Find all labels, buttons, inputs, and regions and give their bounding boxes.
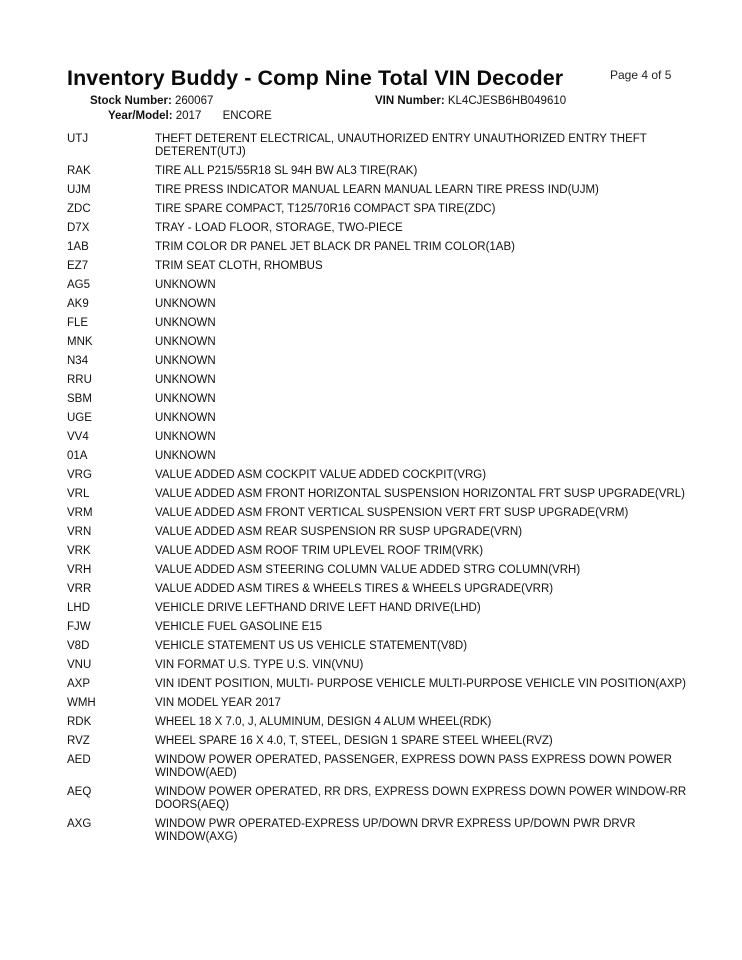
option-row (67, 735, 687, 748)
option-description: THEFT DETERENT ELECTRICAL, UNAUTHORIZED ENTRY UNAUTHORIZED ENTRY THEFT DETERENT(UTJ) (155, 133, 647, 158)
option-code: VNU (67, 659, 92, 671)
option-row (67, 583, 687, 596)
option-row (67, 526, 687, 539)
option-row (67, 488, 687, 501)
option-description: UNKNOWN (155, 336, 216, 348)
option-row (67, 545, 687, 558)
option-code: AXP (67, 678, 91, 690)
vin-number-value: KL4CJESB6HB049610 (447, 95, 567, 107)
option-description: UNKNOWN (155, 412, 216, 424)
option-row (67, 222, 687, 235)
option-row (67, 317, 687, 330)
option-description: VIN IDENT POSITION, MULTI- PURPOSE VEHICLE MULTI-PURPOSE VEHICLE VIN POSITION(AXP) (155, 678, 687, 690)
option-description: WHEEL SPARE 16 X 4.0, T, STEEL, DESIGN 1 SPARE STEEL WHEEL(RVZ) (155, 735, 553, 747)
option-row (67, 336, 687, 349)
year-value: 2017 (175, 110, 202, 122)
option-description: VEHICLE FUEL GASOLINE E15 (155, 621, 323, 633)
option-description: UNKNOWN (155, 431, 216, 443)
option-description: UNKNOWN (155, 279, 216, 291)
option-code: VRG (67, 469, 92, 481)
option-description: VALUE ADDED ASM FRONT HORIZONTAL SUSPENSION HORIZONTAL FRT SUSP UPGRADE(VRL) (155, 488, 685, 500)
option-row (67, 469, 687, 482)
option-row (67, 602, 687, 615)
stock-number-field (90, 95, 213, 107)
option-row (67, 165, 687, 178)
option-row (67, 754, 687, 780)
option-row (67, 133, 687, 159)
option-code: 01A (67, 450, 88, 462)
option-code: 1AB (67, 241, 89, 253)
option-code: V8D (67, 640, 90, 652)
option-description: VALUE ADDED ASM COCKPIT VALUE ADDED COCKPIT(VRG) (155, 469, 487, 481)
option-code: FJW (67, 621, 91, 633)
option-code: AG5 (67, 279, 91, 291)
option-code: EZ7 (67, 260, 89, 272)
option-code: RAK (67, 165, 91, 177)
option-row (67, 507, 687, 520)
option-code: AEQ (67, 786, 92, 798)
option-description: VIN MODEL YEAR 2017 (155, 697, 281, 709)
option-description: TRAY - LOAD FLOOR, STORAGE, TWO-PIECE (155, 222, 403, 234)
option-code: WMH (67, 697, 96, 709)
option-row (67, 241, 687, 254)
option-code: VRK (67, 545, 91, 557)
option-row (67, 260, 687, 273)
option-description: VALUE ADDED ASM STEERING COLUMN VALUE ADDED STRG COLUMN(VRH) (155, 564, 581, 576)
option-description: TIRE SPARE COMPACT, T125/70R16 COMPACT SPA TIRE(ZDC) (155, 203, 496, 215)
option-row (67, 412, 687, 425)
option-row (67, 818, 687, 844)
option-row (67, 298, 687, 311)
option-description: UNKNOWN (155, 298, 216, 310)
option-description: UNKNOWN (155, 374, 216, 386)
option-row (67, 184, 687, 197)
option-description: VEHICLE STATEMENT US US VEHICLE STATEMENT(V8D) (155, 640, 468, 652)
option-row (67, 640, 687, 653)
option-code: VRH (67, 564, 92, 576)
option-row (67, 697, 687, 710)
option-description: VEHICLE DRIVE LEFTHAND DRIVE LEFT HAND DRIVE(LHD) (155, 602, 481, 614)
option-description: WINDOW POWER OPERATED, PASSENGER, EXPRESS DOWN PASS EXPRESS DOWN POWER WINDOW(AED) (155, 754, 672, 779)
option-description: TRIM COLOR DR PANEL JET BLACK DR PANEL TRIM COLOR(1AB) (155, 241, 515, 253)
option-code: VRM (67, 507, 93, 519)
option-row (67, 355, 687, 368)
option-description: VIN FORMAT U.S. TYPE U.S. VIN(VNU) (155, 659, 364, 671)
option-description: UNKNOWN (155, 393, 216, 405)
option-row (67, 431, 687, 444)
option-row (67, 659, 687, 672)
option-code: VV4 (67, 431, 89, 443)
option-code: VRL (67, 488, 90, 500)
option-description: UNKNOWN (155, 450, 216, 462)
option-code: UGE (67, 412, 92, 424)
option-code: AED (67, 754, 91, 766)
model-value: ENCORE (222, 110, 272, 122)
option-row (67, 564, 687, 577)
option-row (67, 393, 687, 406)
option-code-list (67, 133, 687, 850)
option-code: LHD (67, 602, 91, 614)
option-description: UNKNOWN (155, 317, 216, 329)
option-row (67, 621, 687, 634)
year-model-label: Year/Model: (108, 110, 173, 122)
page-number: Page 4 of 5 (610, 68, 672, 82)
option-description: VALUE ADDED ASM TIRES & WHEELS TIRES & WHEELS UPGRADE(VRR) (155, 583, 554, 595)
page-title: Inventory Buddy - Comp Nine Total VIN Decoder (67, 66, 564, 90)
option-code: UJM (67, 184, 91, 196)
option-description: TIRE ALL P215/55R18 SL 94H BW AL3 TIRE(RAK) (155, 165, 418, 177)
option-code: SBM (67, 393, 92, 405)
option-code: MNK (67, 336, 93, 348)
option-description: TIRE PRESS INDICATOR MANUAL LEARN MANUAL LEARN TIRE PRESS IND(UJM) (155, 184, 599, 196)
option-description: WINDOW POWER OPERATED, RR DRS, EXPRESS DOWN EXPRESS DOWN POWER WINDOW-RR DOORS(AEQ) (155, 786, 687, 811)
option-row (67, 279, 687, 292)
vin-number-label: VIN Number: (375, 95, 445, 107)
option-code: AK9 (67, 298, 89, 310)
option-code: N34 (67, 355, 89, 367)
option-code: RVZ (67, 735, 90, 747)
option-description: WINDOW PWR OPERATED-EXPRESS UP/DOWN DRVR EXPRESS UP/DOWN PWR DRVR WINDOW(AXG) (155, 818, 636, 843)
year-model-field (108, 110, 272, 122)
option-row (67, 716, 687, 729)
option-code: FLE (67, 317, 89, 329)
option-description: WHEEL 18 X 7.0, J, ALUMINUM, DESIGN 4 ALUM WHEEL(RDK) (155, 716, 492, 728)
option-code: VRN (67, 526, 92, 538)
option-code: ZDC (67, 203, 91, 215)
stock-number-label: Stock Number: (90, 95, 172, 107)
option-description: TRIM SEAT CLOTH, RHOMBUS (155, 260, 323, 272)
option-description: VALUE ADDED ASM ROOF TRIM UPLEVEL ROOF TRIM(VRK) (155, 545, 484, 557)
option-description: UNKNOWN (155, 355, 216, 367)
option-code: AXG (67, 818, 92, 830)
vin-number-field (375, 95, 566, 107)
option-code: RDK (67, 716, 92, 728)
option-row (67, 203, 687, 216)
stock-number-value: 260067 (175, 95, 214, 107)
option-code: D7X (67, 222, 90, 234)
option-code: UTJ (67, 133, 89, 145)
option-row (67, 678, 687, 691)
option-row (67, 374, 687, 387)
option-code: VRR (67, 583, 92, 595)
option-row (67, 786, 687, 812)
option-code: RRU (67, 374, 92, 386)
option-row (67, 450, 687, 463)
option-description: VALUE ADDED ASM FRONT VERTICAL SUSPENSION VERT FRT SUSP UPGRADE(VRM) (155, 507, 629, 519)
option-description: VALUE ADDED ASM REAR SUSPENSION RR SUSP UPGRADE(VRN) (155, 526, 523, 538)
